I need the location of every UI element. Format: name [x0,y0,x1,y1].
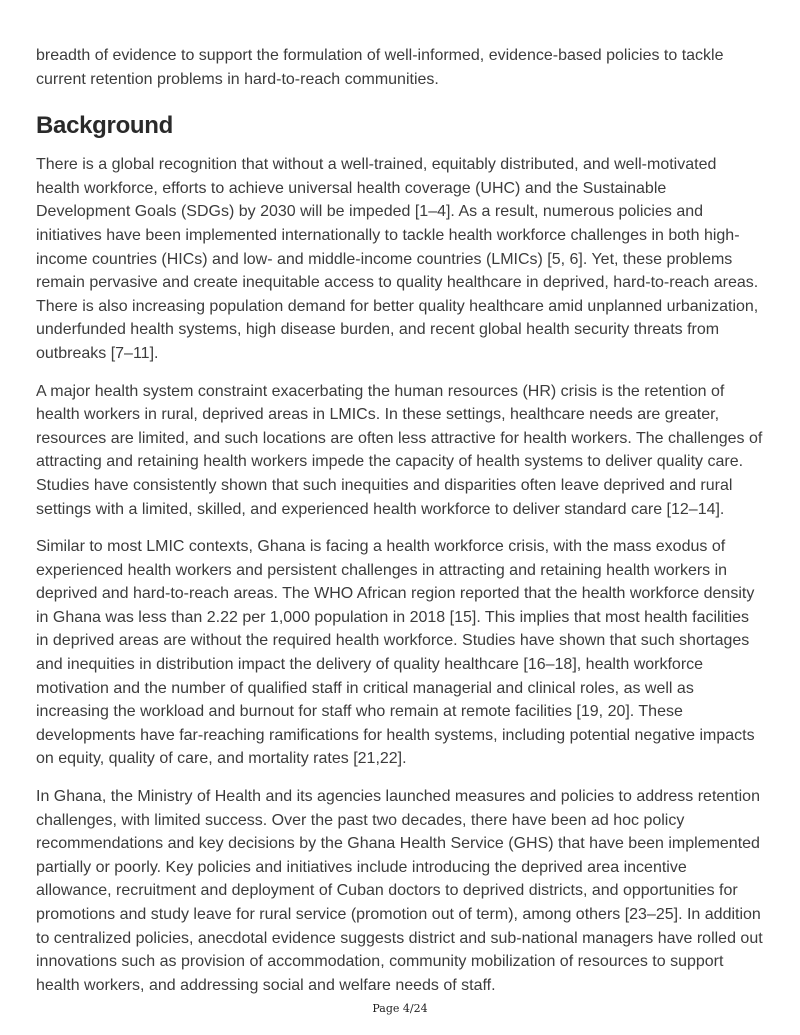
body-paragraph-3: Similar to most LMIC contexts, Ghana is facing a health workforce crisis, with the mass exodus of experienced health workers and persistent challenges in attracting and retaining health workers in deprived and hard-to-reach areas. The WHO African region reported that the health workforce density in Ghana was less than 2.22 per 1,000 population in 2018 [15]. This implies that most health facilities in deprived areas are without the required health workforce. Studies have shown that such shortages and inequities in distribution impact the delivery of quality healthcare [16–18], health workforce motivation and the number of qualified staff in critical managerial and clinical roles, as well as increasing the workload and burnout for staff who remain at remote facilities [19, 20]. These developments have far-reaching ramifications for health systems, including potential negative impacts on equity, quality of care, and mortality rates [21,22]. [36,538,755,768]
section-heading: Background [36,112,174,140]
body-paragraph-2: A major health system constraint exacerbating the human resources (HR) crisis is the retention of health workers in rural, deprived areas in LMICs. In these settings, healthcare needs are greater, resources are limited, and such locations are often less attractive for health workers. The challenges of attracting and retaining health workers impede the capacity of health systems to deliver quality care. Studies have consistently shown that such inequities and disparities often leave deprived and rural settings with a limited, skilled, and experienced health workforce to deliver standard care [12–14]. [36,382,763,518]
body-paragraph-4: In Ghana, the Ministry of Health and its agencies launched measures and policies to address retention challenges, with limited success. Over the past two decades, there have been ad hoc policy recommendations and key decisions by the Ghana Health Service (GHS) that have been implemented partially or poorly. Key policies and initiatives include introducing the deprived area incentive allowance, recruitment and deployment of Cuban doctors to deprived districts, and opportunities for promotions and study leave for rural service (promotion out of term), among others [23–25]. In addition to centralized policies, anecdotal evidence suggests district and sub-national managers have rolled out innovations such as provision of accommodation, community mobilization of resources to support health workers, and addressing social and welfare needs of staff. [36,788,763,994]
body-paragraph-1: There is a global recognition that without a well-trained, equitably distributed, and well-motivated health workforce, efforts to achieve universal health coverage (UHC) and the Sustainable Development Goals (SDGs) by 2030 will be impeded [1–4]. As a result, numerous policies and initiatives have been implemented internationally to tackle health workforce challenges in both high-income countries (HICs) and low- and middle-income countries (LMICs) [5, 6]. Yet, these problems remain pervasive and create inequitable access to quality healthcare in deprived, hard-to-reach areas. There is also increasing population demand for better quality healthcare amid unplanned urbanization, underfunded health systems, high disease burden, and recent global health security threats from outbreaks [7–11]. [36,156,759,362]
document-page [36,44,764,1011]
page-number: Page 4/24 [372,1002,428,1015]
intro-paragraph: breadth of evidence to support the formulation of well-informed, evidence-based policies to tackle current retention problems in hard-to-reach communities. [36,47,724,88]
